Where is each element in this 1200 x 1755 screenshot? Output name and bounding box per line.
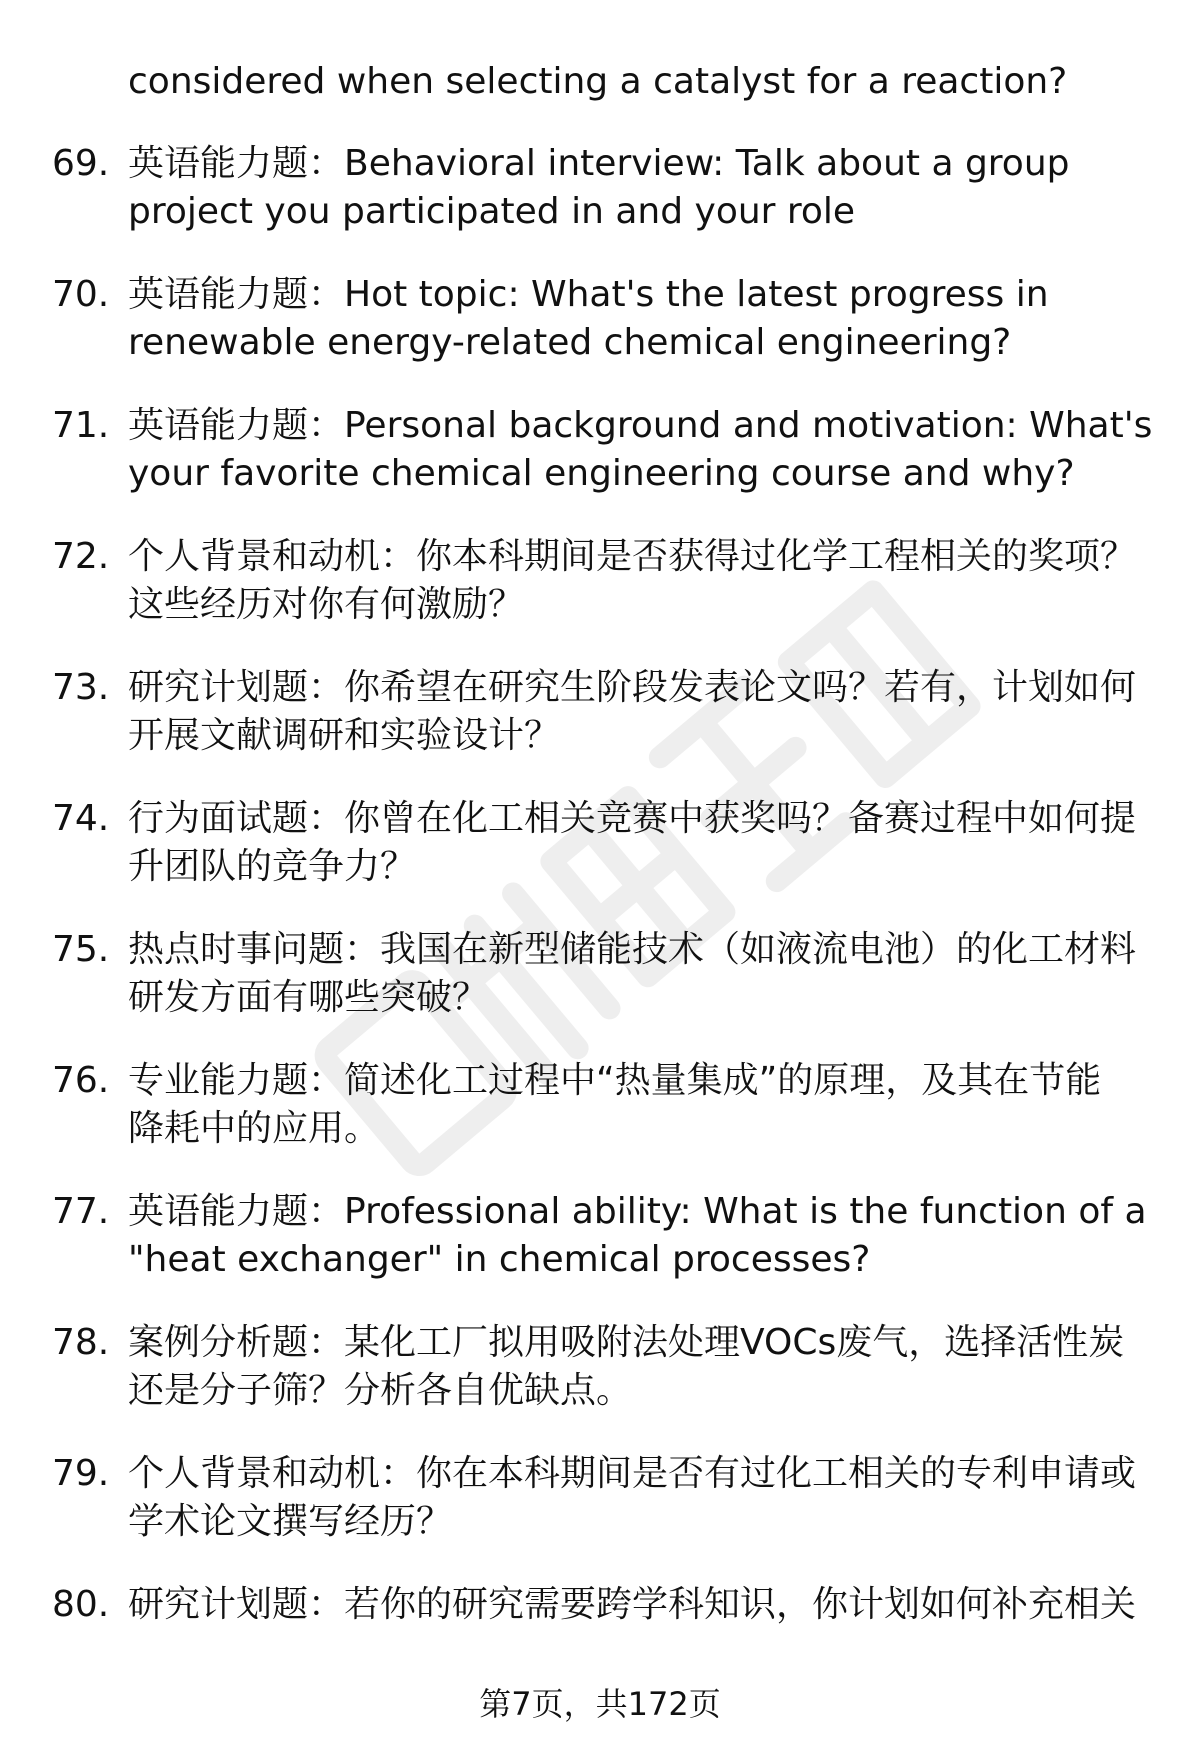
- question-text: [128, 1188, 1148, 1284]
- question-text-line: "heat exchanger" in chemical processes?: [128, 1239, 871, 1280]
- question-number: 80.: [52, 1584, 110, 1625]
- question-text: [128, 1581, 1148, 1629]
- question-text: [128, 1450, 1148, 1546]
- question-item: [0, 533, 1200, 664]
- question-number: 72.: [52, 536, 110, 577]
- question-text-line: 开展文献调研和实验设计？: [128, 715, 561, 756]
- question-text-line: 研究计划题：你希望在研究生阶段发表论文吗？若有，计划如何: [128, 667, 1137, 708]
- question-text-line: 个人背景和动机：你本科期间是否获得过化学工程相关的奖项？: [128, 536, 1137, 577]
- question-text-line: 降耗中的应用。: [128, 1108, 381, 1149]
- question-text: [128, 1319, 1148, 1415]
- question-text-line: 案例分析题：某化工厂拟用吸附法处理VOCs废气，选择活性炭: [128, 1322, 1125, 1363]
- question-text: [128, 1057, 1148, 1153]
- question-number: 79.: [52, 1453, 110, 1494]
- continued-question-text: considered when selecting a catalyst for a reaction?: [128, 61, 1068, 102]
- question-item: [0, 271, 1200, 402]
- question-text-line: 专业能力题：简述化工过程中“热量集成”的原理，及其在节能: [128, 1060, 1102, 1101]
- question-text-line: 学术论文撰写经历？: [128, 1501, 453, 1542]
- question-text-line: 英语能力题：Hot topic: What's the latest progress in: [128, 274, 1049, 315]
- question-number: 71.: [52, 405, 110, 446]
- question-number: 76.: [52, 1060, 110, 1101]
- question-number: 73.: [52, 667, 110, 708]
- question-text-line: 研究计划题：若你的研究需要跨学科知识，你计划如何补充相关: [128, 1584, 1137, 1625]
- question-item: [0, 926, 1200, 1057]
- question-text-line: 英语能力题：Professional ability: What is the function of a: [128, 1191, 1147, 1232]
- question-text-line: 还是分子筛？分析各自优缺点。: [128, 1370, 633, 1411]
- question-text: [128, 664, 1148, 760]
- question-text-line: project you participated in and your role: [128, 191, 856, 232]
- question-text-line: 英语能力题：Behavioral interview: Talk about a group: [128, 143, 1070, 184]
- question-number: 78.: [52, 1322, 110, 1363]
- question-text: [128, 271, 1148, 367]
- question-text-line: 行为面试题：你曾在化工相关竞赛中获奖吗？备赛过程中如何提: [128, 798, 1137, 839]
- question-text-line: 英语能力题：Personal background and motivation: What's: [128, 405, 1153, 446]
- question-number: 77.: [52, 1191, 110, 1232]
- question-text-line: renewable energy-related chemical engineering?: [128, 322, 1012, 363]
- question-text: [128, 402, 1153, 498]
- question-item: [0, 664, 1200, 795]
- question-number: 74.: [52, 798, 110, 839]
- question-number: 75.: [52, 929, 110, 970]
- question-list: [0, 140, 1200, 1712]
- question-text-line: 热点时事问题：我国在新型储能技术（如液流电池）的化工材料: [128, 929, 1137, 970]
- question-text-line: 研发方面有哪些突破？: [128, 977, 489, 1018]
- question-item: [0, 1319, 1200, 1450]
- question-item: [0, 140, 1200, 271]
- question-text: [128, 140, 1148, 236]
- question-text: [128, 795, 1148, 891]
- question-number: 69.: [52, 143, 110, 184]
- question-text-line: 升团队的竞争力？: [128, 846, 417, 887]
- question-item: [0, 1057, 1200, 1188]
- question-number: 70.: [52, 274, 110, 315]
- question-text-line: your favorite chemical engineering course and why?: [128, 453, 1075, 494]
- question-text: [128, 533, 1148, 629]
- question-item: [0, 795, 1200, 926]
- question-item: [0, 1188, 1200, 1319]
- question-text-line: 个人背景和动机：你在本科期间是否有过化工相关的专利申请或: [128, 1453, 1137, 1494]
- question-item: [0, 402, 1200, 533]
- page-footer: 第7页，共172页: [479, 1685, 721, 1723]
- question-item: [0, 1450, 1200, 1581]
- question-text: [128, 926, 1148, 1022]
- question-text-line: 这些经历对你有何激励？: [128, 584, 525, 625]
